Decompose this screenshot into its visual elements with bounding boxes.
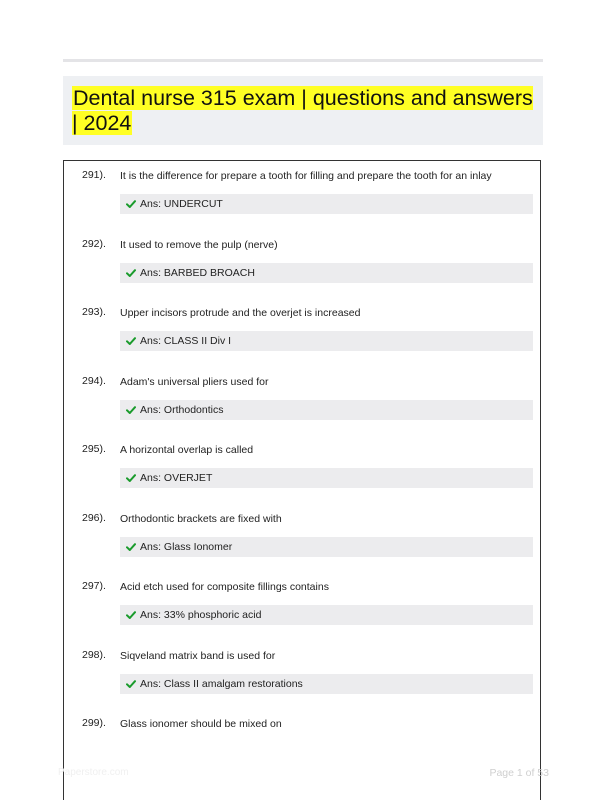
qa-item — [64, 230, 540, 298]
question-number: 295). — [82, 443, 106, 455]
checkmark-icon — [126, 336, 136, 346]
checkmark-icon — [126, 405, 136, 415]
answer-text: Ans: 33% phosphoric acid — [140, 609, 262, 621]
question-text: It used to remove the pulp (nerve) — [120, 238, 278, 251]
question-number: 297). — [82, 580, 106, 592]
question-number: 298). — [82, 648, 106, 661]
question-number: 299). — [82, 717, 106, 729]
qa-item — [64, 435, 540, 503]
qa-item — [64, 298, 540, 366]
question-text: Orthodontic brackets are fixed with — [120, 512, 282, 525]
qa-item — [64, 572, 540, 640]
question-number: 294). — [82, 374, 106, 387]
question-text: Upper incisors protrude and the overjet is increased — [120, 307, 361, 319]
checkmark-icon — [126, 473, 136, 483]
checkmark-icon — [126, 268, 136, 278]
answer-box — [120, 674, 533, 694]
qa-item — [64, 641, 540, 709]
answer-box — [120, 400, 533, 420]
answer-text: Ans: OVERJET — [140, 472, 213, 484]
answer-text: Ans: UNDERCUT — [140, 198, 223, 210]
checkmark-icon — [126, 542, 136, 552]
top-divider — [63, 59, 543, 62]
question-text: Acid etch used for composite fillings contains — [120, 581, 329, 593]
question-text: Glass ionomer should be mixed on — [120, 718, 282, 730]
answer-text: Ans: BARBED BROACH — [140, 266, 255, 279]
question-text: Adam's universal pliers used for — [120, 375, 269, 388]
question-text: A horizontal overlap is called — [120, 444, 254, 456]
answer-text: Ans: Glass Ionomer — [140, 540, 233, 553]
footer-watermark: Paperstore.com — [58, 767, 129, 778]
answer-box — [120, 263, 533, 283]
qa-container — [63, 160, 541, 800]
qa-item — [64, 709, 540, 777]
question-text: It is the difference for prepare a tooth for filling and prepare the tooth for an inlay — [120, 170, 492, 182]
answer-text: Ans: Class II amalgam restorations — [140, 677, 303, 690]
document-title — [72, 86, 537, 136]
answer-box — [120, 468, 533, 488]
answer-text: Ans: Orthodontics — [140, 403, 224, 416]
document-title-text: Dental nurse 315 exam | questions and answers | 2024 — [72, 86, 533, 135]
answer-box — [120, 194, 533, 214]
question-number: 291). — [82, 169, 106, 181]
page-indicator: Page 1 of 53 — [489, 767, 549, 779]
qa-item — [64, 161, 540, 229]
answer-box — [120, 537, 533, 557]
question-number: 293). — [82, 306, 106, 318]
checkmark-icon — [126, 679, 136, 689]
checkmark-icon — [126, 610, 136, 620]
answer-box — [120, 331, 533, 351]
qa-item — [64, 504, 540, 572]
qa-item — [64, 367, 540, 435]
answer-text: Ans: CLASS II Div I — [140, 335, 232, 347]
question-number: 296). — [82, 511, 106, 524]
question-text: Siqveland matrix band is used for — [120, 649, 276, 662]
answer-box — [120, 605, 533, 625]
checkmark-icon — [126, 199, 136, 209]
question-number: 292). — [82, 237, 106, 250]
